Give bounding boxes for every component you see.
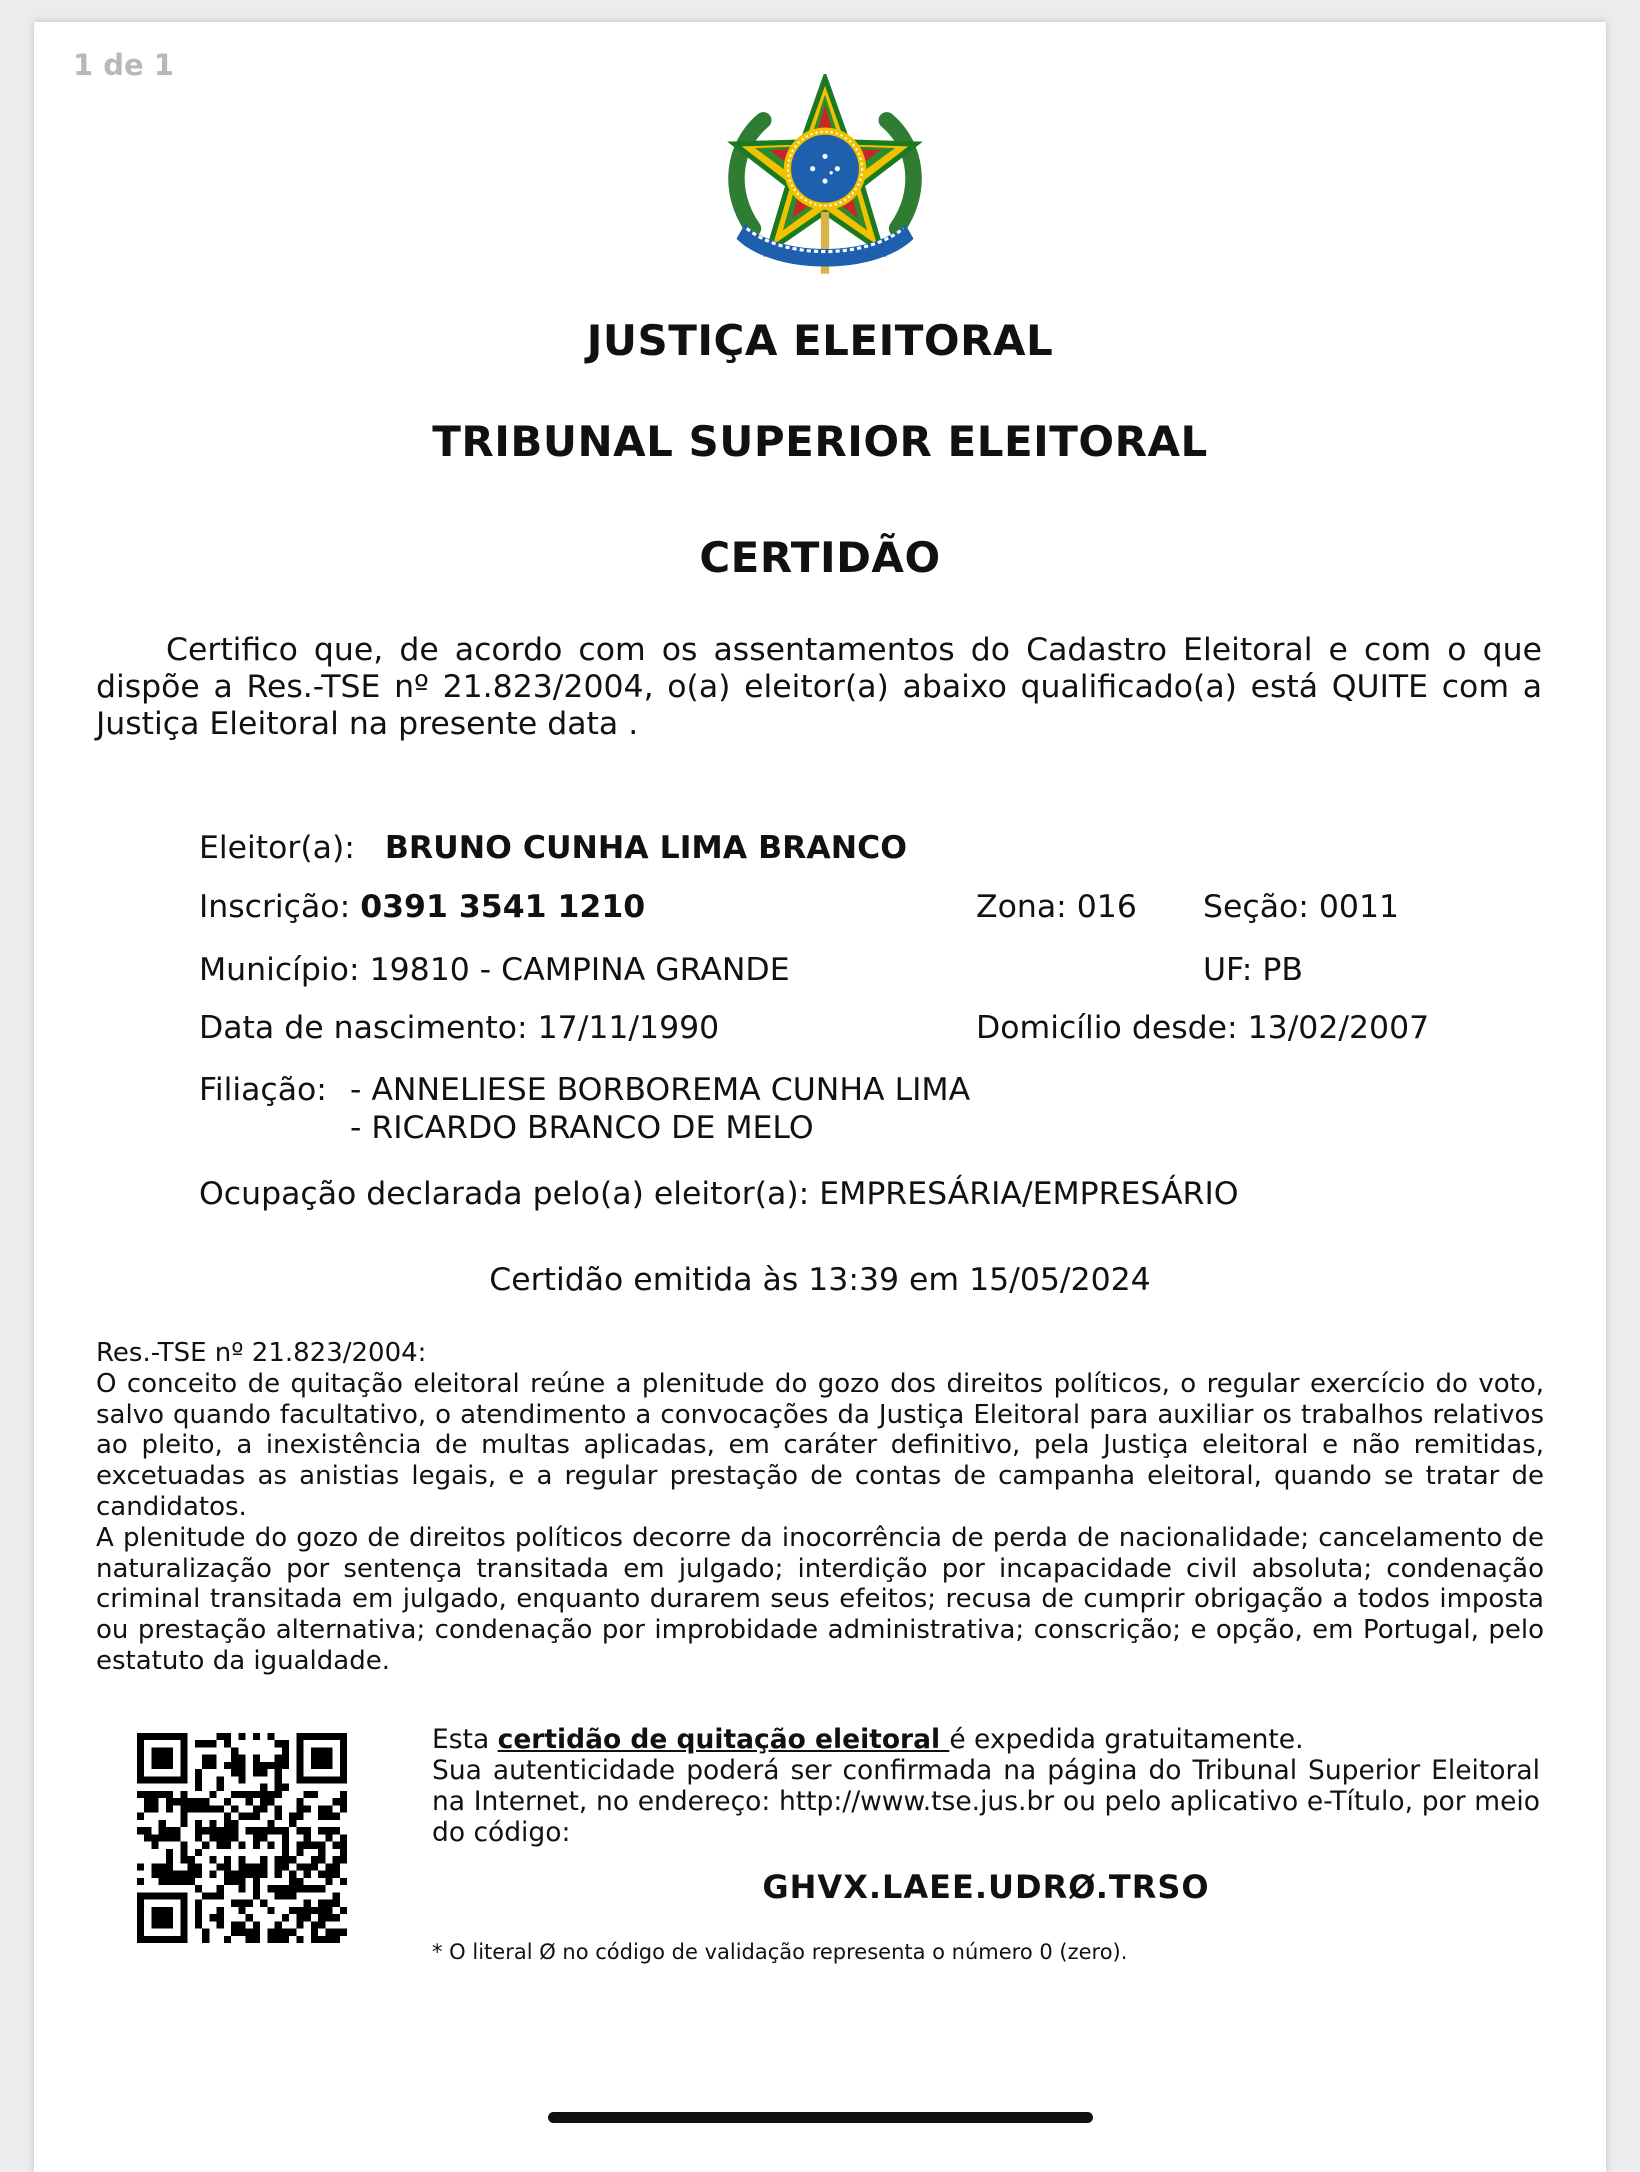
legal-heading: Res.-TSE nº 21.823/2004: <box>96 1338 427 1368</box>
home-indicator <box>548 2112 1093 2123</box>
inscricao-value: 0391 3541 1210 <box>360 889 646 925</box>
auth-suffix: é expedida gratuitamente. <box>949 1724 1304 1755</box>
occupation-field: Ocupação declarada pelo(a) eleitor(a): EMPRESÁRIA/EMPRESÁRIO <box>199 1176 1239 1212</box>
uf-field: UF: PB <box>1203 952 1303 988</box>
auth-instructions: Sua autenticidade poderá ser confirmada na página do Tribunal Superior Eleitoral na Internet, no endereço: http://www.tse.jus.br ou pelo aplicativo e-Título, por meio do código: <box>432 1755 1540 1848</box>
voter-name-field <box>199 830 907 866</box>
inscricao-label: Inscrição: <box>199 889 351 925</box>
validation-code: GHVX.LAEE.UDRØ.TRSO <box>762 1868 1210 1906</box>
secao-field: Seção: 0011 <box>1203 889 1400 925</box>
issued-timestamp: Certidão emitida às 13:39 em 15/05/2024 <box>489 1262 1151 1298</box>
legal-paragraph-2: A plenitude do gozo de direitos políticos decorre da inocorrência de perda de nacionalidade; cancelamento de naturalização por sentença transitada em julgado; interdição por incapacidade civil absoluta; condenação criminal transitada em julgado, enquanto durarem seus efeitos; recusa de cumprir obrigação a todos imposta ou prestação alternativa; condenação por improbidade administrativa; conscrição; e opção, em Portugal, pelo estatuto da igualdade. <box>96 1522 1544 1676</box>
document-title: CERTIDÃO <box>699 533 941 582</box>
birth-date-field: Data de nascimento: 17/11/1990 <box>199 1010 720 1046</box>
auth-prefix: Esta <box>432 1724 498 1755</box>
authentication-block <box>432 1724 1540 1848</box>
zona-field: Zona: 016 <box>976 889 1137 925</box>
certification-paragraph: Certifico que, de acordo com os assentamentos do Cadastro Eleitoral e com o que dispõe a Res.-TSE nº 21.823/2004, o(a) eleitor(a) abaixo qualificado(a) está QUITE com a Justiça Eleitoral na presente data . <box>96 632 1542 742</box>
municipio-field: Município: 19810 - CAMPINA GRANDE <box>199 952 790 988</box>
filiacao-parent-1: - ANNELIESE BORBOREMA CUNHA LIMA <box>350 1072 971 1108</box>
header-tribunal: TRIBUNAL SUPERIOR ELEITORAL <box>432 417 1208 466</box>
legal-text <box>96 1338 1544 1677</box>
filiacao-label: Filiação: <box>199 1072 327 1108</box>
qr-code-icon <box>137 1733 347 1943</box>
auth-highlight: certidão de quitação eleitoral <box>497 1724 950 1755</box>
header-justica-eleitoral: JUSTIÇA ELEITORAL <box>586 316 1054 365</box>
legal-paragraph-1: O conceito de quitação eleitoral reúne a plenitude do gozo dos direitos políticos, o regular exercício do voto, salvo quando facultativo, o atendimento a convocações da Justiça Eleitoral para auxiliar os trabalhos relativos ao pleito, a inexistência de multas aplicadas, em caráter definitivo, pela Justiça eleitoral e não remitidas, excetuadas as anistias legais, e a regular prestação de contas de campanha eleitoral, quando se tratar de candidatos. <box>96 1368 1544 1522</box>
voter-name-label: Eleitor(a): <box>199 830 355 866</box>
page-counter: 1 de 1 <box>73 48 174 82</box>
filiacao-parent-2: - RICARDO BRANCO DE MELO <box>350 1110 814 1146</box>
inscricao-field <box>199 889 645 925</box>
voter-name: BRUNO CUNHA LIMA BRANCO <box>384 830 908 866</box>
domicile-since-field: Domicílio desde: 13/02/2007 <box>976 1010 1430 1046</box>
validation-footnote: * O literal Ø no código de validação representa o número 0 (zero). <box>432 1940 1128 1964</box>
brazil-coat-of-arms-icon <box>722 74 928 284</box>
